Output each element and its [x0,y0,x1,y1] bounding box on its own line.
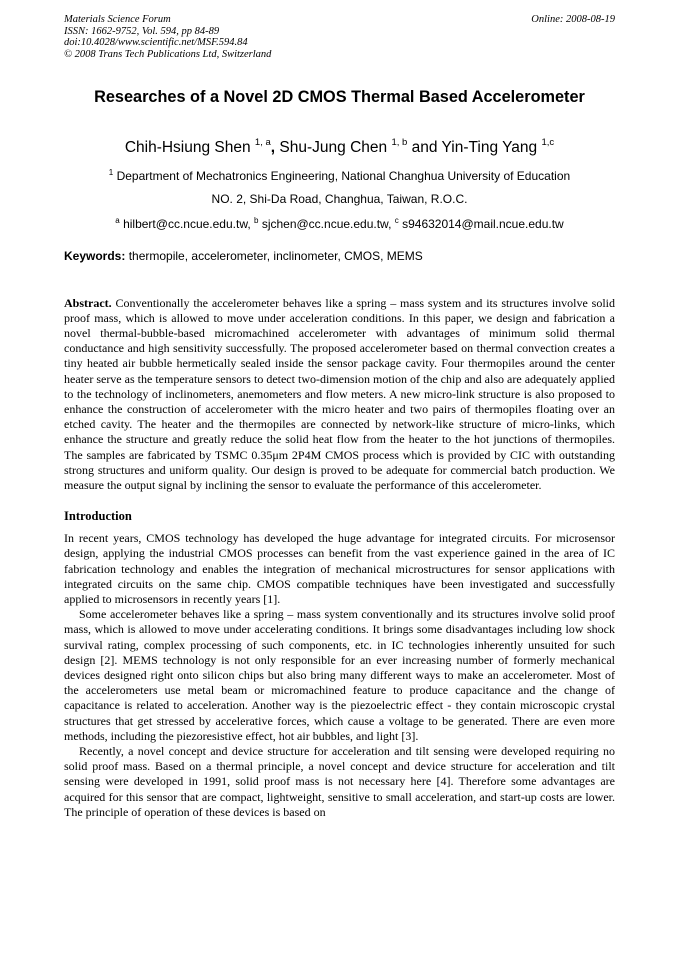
author-separator: , [270,139,276,156]
author-name: Chih-Hsiung Shen [124,139,251,156]
issn-line: ISSN: 1662-9752, Vol. 594, pp 84-89 [64,25,220,37]
author-emails [64,210,615,236]
abstract-paragraph [64,296,615,494]
introduction-paragraph: Recently, a novel concept and device structure for acceleration and tilt sensing were developed requiring no solid proof mass. Based on a thermal principle, a novel concept and device structure for acceleration and tilt sensing were developed in 1991, solid proof mass is not necessary here [4]. Therefore some advantages are acquired for this sensor that are compact, lightweight, sensitive to small acceleration, and start-up costs are lower. The principle of operation of these devices is based on [64,743,615,819]
keywords-line [64,249,615,263]
introduction-paragraph: In recent years, CMOS technology has developed the huge advantage for integrated circuits. For microsensor design, applying the industrial CMOS processes can benefit from the vast experience gained in the area of IC fabrication technology and enables the integration of mechanical microstructures for sensor applications with integrated circuits on the same chip. CMOS compatible techniques have been investigated and successfully applied to microsensors in recently years [1]. [64,531,615,606]
author-affiliation-mark: 1,c [541,137,555,148]
affiliation-mark: 1 [108,168,114,177]
abstract-label: Abstract. [64,295,112,310]
keywords-label: Keywords: [64,248,126,263]
introduction-paragraph: Some accelerometer behaves like a spring – mass system conventionally and its structures involve solid proof mass, which is allowed to move under accelerating conditions. It brings some disadvantages including low shock survival rating, complex processing of such components, etc. in IC technologies inherently unsuited for such design [2]. MEMS technology is not only responsible for an ever increasing number of formerly mechanical devices designed right onto silicon chips but also bring many different ways to make an accelerometer. Most of the accelerometers use metal beam or micromachined feature to produce capacitance and the change of capacitance is related to acceleration. Another way is the piezoelectric effect - they contain microscopic crystal structures that get stressed by accelerative forces, which cause a voltage to be generated. There are even more methods, including the piezoresistive effect, hot air bubbles, and light [3]. [64,607,615,743]
paper-title: Researches of a Novel 2D CMOS Thermal Based Accelerometer [94,88,585,106]
author-affiliation-mark: 1, a [254,137,271,148]
abstract-text: Conventionally the accelerometer behaves like a spring – mass system and its structures involve solid proof mass, which is allowed to move under acceleration conditions. In this paper, we design and fabrication a novel thermal-bubble-based micromachined accelerometer with advantages of minimum solid thermal conductance and high sensitivity successfully. The proposed accelerometer based on thermal convection creates a tiny heated air bubble hermetically sealed inside the sensor package cavity. Four thermopiles around the center heater serve as the temperature sensors to detect two-dimension motion of the chip and also are adequately applied to the technology of inclinometers, anemometers and flow meters. A new micro-link structure is also proposed to enhance the construction of accelerometer with the micro heater and two pairs of thermopiles floating over an etched cavity. The heater and the thermopiles are connected by network-like structure of micro-links, which enhance the structure and greatly reduce the solid heat flow from the heater to the hot junctions of thermopiles. The samples are fabricated by TSMC 0.35μm 2P4M CMOS process which is provided by CIC with outstanding strong structures and uniform quality. Our design is proved to be adequate for commercial batch production. We measure the output signal by inclining the sensor to evaluate the performance of this accelerometer. [64,295,616,492]
email-mark: b [254,216,259,225]
keywords-text: thermopile, accelerometer, inclinometer, CMOS, MEMS [128,248,423,263]
author-list [64,137,615,157]
email-mark: a [115,216,120,225]
author-affiliation-mark: 1, b [391,137,408,148]
email-address: s94632014@mail.ncue.edu.tw [402,217,564,231]
affiliation-address: NO. 2, Shi-Da Road, Changhua, Taiwan, R.O.C. [211,191,468,206]
paper-page [64,14,615,820]
affiliation-department [64,162,615,188]
publication-header [64,14,615,60]
introduction-heading: Introduction [64,509,132,524]
affiliation-block [64,162,615,236]
online-date: Online: 2008-08-19 [531,14,615,25]
author-name: Shu-Jung Chen [279,139,388,156]
copyright-line: © 2008 Trans Tech Publications Ltd, Switzerland [64,48,272,60]
author-name: Yin-Ting Yang [441,139,538,156]
introduction-body [64,531,615,820]
journal-name: Materials Science Forum [64,14,171,25]
affiliation-text: Department of Mechatronics Engineering, National Changhua University of Education [116,169,571,183]
author-conjunction: and [411,139,438,156]
email-address: sjchen@cc.ncue.edu.tw, [261,217,392,231]
email-mark: c [394,216,399,225]
email-address: hilbert@cc.ncue.edu.tw, [123,217,251,231]
doi-line: doi:10.4028/www.scientific.net/MSF.594.84 [64,37,248,48]
